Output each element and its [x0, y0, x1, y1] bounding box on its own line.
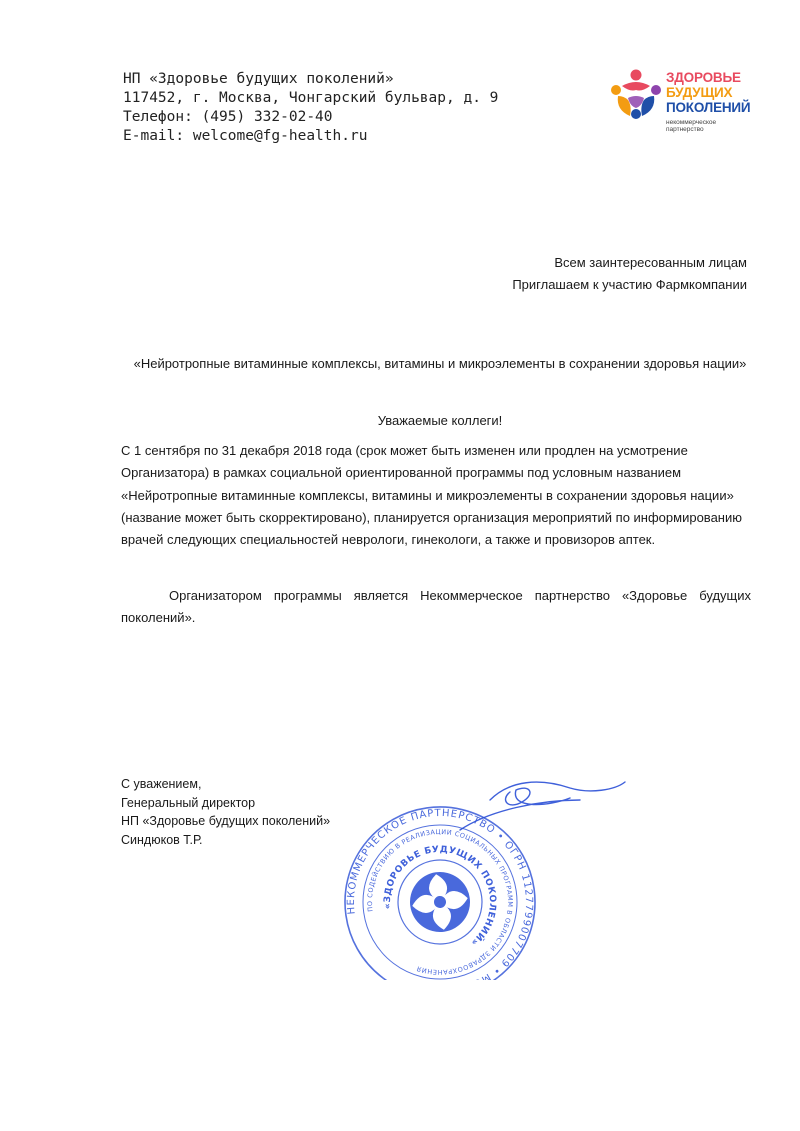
stamp-seal-icon — [340, 770, 630, 980]
greeting: Уважаемые коллеги! — [377, 413, 503, 428]
logo-text-line5: партнерство — [666, 126, 704, 133]
signature-line3: НП «Здоровье будущих поколений» — [121, 814, 331, 828]
recipient-block — [512, 252, 747, 296]
sender-phone: Телефон: (495) 332-02-40 — [123, 109, 333, 125]
logo-text-line3: ПОКОЛЕНИЙ — [666, 100, 751, 115]
family-logo-icon — [608, 68, 664, 124]
official-stamp — [340, 770, 630, 980]
logo-text-small — [666, 119, 716, 133]
logo-text-line4: некоммерческое — [666, 119, 717, 126]
sender-org: НП «Здоровье будущих поколений» — [123, 71, 394, 87]
stamp-center-text: «ЗДОРОВЬЕ БУДУЩИХ ПОКОЛЕНИЙ» — [382, 844, 498, 948]
recipient-line1: Всем заинтересованным лицам — [554, 255, 747, 270]
signature-line1: С уважением, — [121, 777, 202, 791]
org-logo — [608, 64, 758, 148]
signature-line2: Генеральный директор — [121, 795, 256, 810]
sender-address: 117452, г. Москва, Чонгарский бульвар, д. 9 — [123, 90, 499, 106]
sender-email: E-mail: welcome@fg-health.ru — [123, 128, 368, 144]
body-paragraph-2: Организатором программы является Некоммерческое партнерство «Здоровье будущих поколений». — [121, 588, 751, 625]
stamp-inner-text: ПО СОДЕЙСТВИЮ В РЕАЛИЗАЦИИ СОЦИАЛЬНЫХ ПРОГРАММ В ОБЛАСТИ ЗДРАВООХРАНЕНИЯ — [365, 827, 515, 977]
logo-text-line2: БУДУЩИХ — [666, 85, 733, 100]
body-paragraph-1: С 1 сентября по 31 декабря 2018 года (срок может быть изменен или продлен на усмотрение Организатора) в рамках социальной ориентированной программы под условным названием «Нейротропные витаминные комплексы, витамины и микроэлементы в сохранении здоровья нации» (название может быть скорректировано), планируется организация мероприятий по информированию врачей следующих специальностей неврологи, гинекологи, а также и провизоров аптек. — [121, 443, 742, 548]
signature-block — [121, 775, 330, 849]
sender-address-block — [123, 70, 498, 146]
stamp-outer-text: НЕКОММЕРЧЕСКОЕ ПАРТНЕРСТВО • ОГРН 1127799007709 • МОСКВА — [345, 807, 535, 980]
signature-line4: Синдюков Т.Р. — [121, 832, 203, 847]
program-title: «Нейротропные витаминные комплексы, витамины и микроэлементы в сохранении здоровья нации» — [133, 356, 747, 371]
logo-text-line1: ЗДОРОВЬЕ — [666, 70, 741, 85]
recipient-line2: Приглашаем к участию Фармкомпании — [512, 277, 747, 292]
